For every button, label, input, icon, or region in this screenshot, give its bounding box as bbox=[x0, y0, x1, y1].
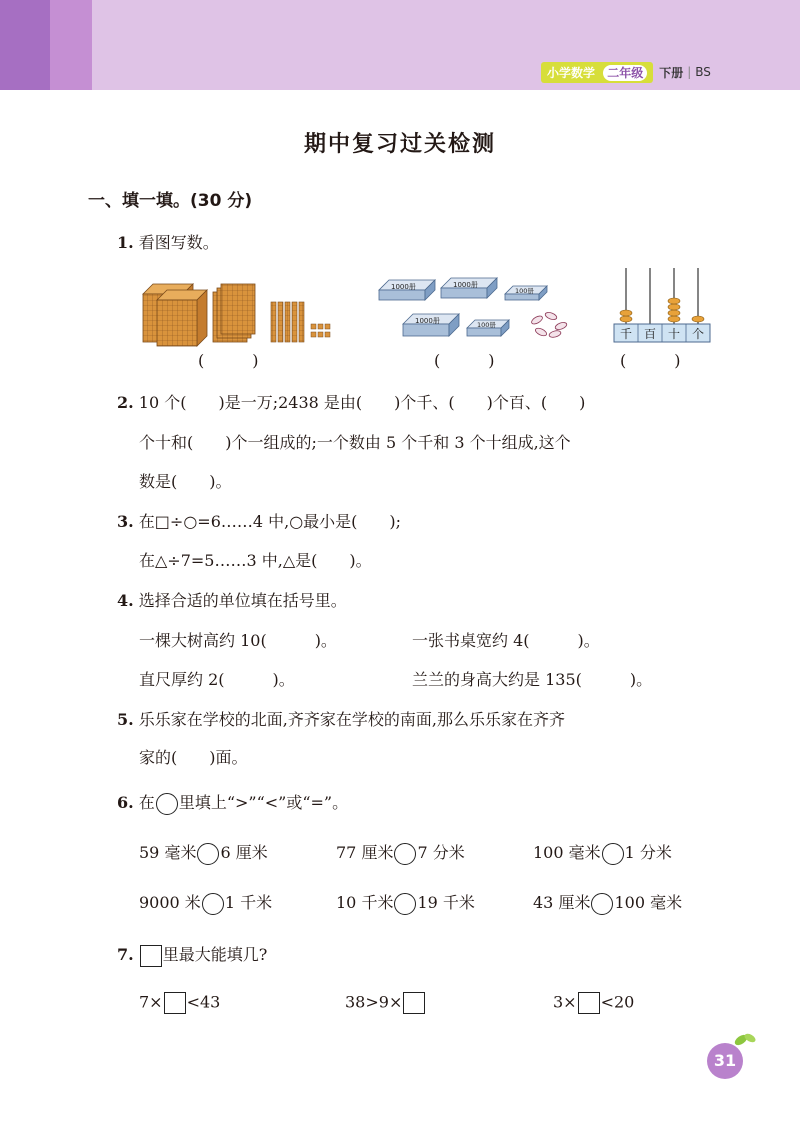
q4-number: 4. bbox=[117, 591, 134, 610]
money-label: 100册 bbox=[477, 321, 496, 329]
money-stack-100 bbox=[467, 320, 509, 336]
q2-line1: 10 个( )是一万;2438 是由( )个千、( )个百、( ) bbox=[138, 393, 586, 412]
q6-item-4 bbox=[139, 890, 272, 915]
q1-blank-2[interactable]: ( ) bbox=[434, 351, 495, 370]
q1-blank-3[interactable]: ( ) bbox=[620, 351, 681, 370]
question-7 bbox=[117, 942, 267, 967]
compare-circle[interactable] bbox=[591, 893, 613, 915]
page-header bbox=[0, 0, 800, 90]
q6-text-pre: 在 bbox=[138, 793, 155, 812]
q6-item-left: 77 厘米 bbox=[336, 843, 394, 862]
q6-item-left: 9000 米 bbox=[139, 893, 201, 912]
q6-number: 6. bbox=[117, 793, 134, 812]
circle-symbol bbox=[156, 793, 178, 815]
ten-rods bbox=[271, 302, 304, 342]
q6-item-left: 100 毫米 bbox=[533, 843, 601, 862]
money-label: 100册 bbox=[515, 287, 534, 295]
question-4 bbox=[117, 588, 347, 611]
header-stripe-dark bbox=[0, 0, 50, 90]
q6-item-right: 1 千米 bbox=[224, 893, 273, 912]
volume-label: 下册 bbox=[659, 65, 684, 80]
q6-text-post: 里填上“>”“<”或“=”。 bbox=[178, 793, 349, 812]
compare-circle[interactable] bbox=[394, 843, 416, 865]
q6-item-right: 6 厘米 bbox=[220, 843, 268, 862]
edition-label: BS bbox=[695, 65, 711, 79]
page-number: 31 bbox=[707, 1043, 743, 1079]
question-6 bbox=[117, 790, 348, 815]
compare-circle[interactable] bbox=[394, 893, 416, 915]
q3-number: 3. bbox=[117, 512, 134, 531]
abacus-label-tens: 十 bbox=[667, 327, 681, 341]
q3-line1: 在□÷○=6……4 中,○最小是( ); bbox=[138, 512, 402, 531]
money-stacks-image bbox=[375, 272, 575, 348]
q2-line3: 数是( )。 bbox=[139, 472, 232, 491]
money-stack-1000 bbox=[441, 278, 497, 298]
q6-item-1 bbox=[139, 840, 268, 865]
q6-item-right: 7 分米 bbox=[417, 843, 465, 862]
compare-circle[interactable] bbox=[202, 893, 224, 915]
abacus-label-ones: 个 bbox=[691, 327, 705, 341]
header-separator: | bbox=[687, 65, 692, 79]
single-notes bbox=[530, 311, 567, 338]
q6-item-right: 100 毫米 bbox=[614, 893, 683, 912]
q7-expression-2 bbox=[345, 992, 426, 1014]
q7-text: 里最大能填几? bbox=[162, 945, 268, 964]
abacus-beads bbox=[620, 298, 704, 322]
money-stack-1000 bbox=[379, 280, 435, 300]
q4-text: 选择合适的单位填在括号里。 bbox=[138, 591, 347, 610]
square-symbol bbox=[140, 945, 162, 967]
question-2-line-1 bbox=[117, 390, 585, 413]
q2-number: 2. bbox=[117, 393, 134, 412]
q5-number: 5. bbox=[117, 710, 134, 729]
money-label: 1000册 bbox=[453, 281, 478, 289]
subject-text: 小学数学 bbox=[547, 65, 596, 80]
q6-item-right: 1 分米 bbox=[624, 843, 672, 862]
grade-badge: 二年级 bbox=[603, 65, 647, 81]
q7-e2-left: 38>9× bbox=[345, 992, 403, 1012]
q7-e1-left: 7× bbox=[139, 992, 163, 1012]
leaf-icon bbox=[733, 1030, 757, 1048]
section-heading: 一、填一填。(30 分) bbox=[88, 191, 253, 211]
question-3-line-1 bbox=[117, 509, 401, 532]
q4-item-d: 兰兰的身高大约是 135( )。 bbox=[412, 670, 653, 689]
question-1 bbox=[117, 230, 219, 253]
q6-item-left: 43 厘米 bbox=[533, 893, 591, 912]
q3-line2: 在△÷7=5……3 中,△是( )。 bbox=[139, 551, 372, 570]
q1-number: 1. bbox=[117, 233, 134, 252]
q2-line2: 个十和( )个一组成的;一个数由 5 个千和 3 个十组成,这个 bbox=[139, 433, 571, 452]
q7-e3-right: <20 bbox=[600, 992, 635, 1012]
answer-box[interactable] bbox=[403, 992, 425, 1014]
q4-item-c: 直尺厚约 2( )。 bbox=[139, 670, 295, 689]
q7-e1-right: <43 bbox=[186, 992, 221, 1012]
money-stack-100 bbox=[505, 286, 547, 300]
money-stack-1000 bbox=[403, 314, 459, 336]
header-stripe-mid bbox=[50, 0, 92, 90]
base-ten-blocks-image bbox=[137, 280, 337, 348]
q5-line1: 乐乐家在学校的北面,齐齐家在学校的南面,那么乐乐家在齐齐 bbox=[138, 710, 565, 729]
q6-item-left: 10 千米 bbox=[336, 893, 394, 912]
q6-item-left: 59 毫米 bbox=[139, 843, 197, 862]
q6-item-5 bbox=[336, 890, 475, 915]
unit-cubes bbox=[311, 324, 330, 337]
q6-item-2 bbox=[336, 840, 465, 865]
abacus-image bbox=[612, 266, 716, 348]
q4-item-a: 一棵大树高约 10( )。 bbox=[139, 631, 337, 650]
answer-box[interactable] bbox=[164, 992, 186, 1014]
q5-line2: 家的( )面。 bbox=[139, 748, 248, 767]
money-label: 1000册 bbox=[415, 317, 440, 325]
q7-e3-left: 3× bbox=[553, 992, 577, 1012]
page-title: 期中复习过关检测 bbox=[303, 132, 496, 157]
q7-expression-3 bbox=[553, 992, 634, 1014]
q1-blank-1[interactable]: ( ) bbox=[198, 351, 259, 370]
abacus-label-hundreds: 百 bbox=[643, 327, 657, 341]
q6-item-right: 19 千米 bbox=[417, 893, 475, 912]
compare-circle[interactable] bbox=[602, 843, 624, 865]
q7-expression-1 bbox=[139, 992, 220, 1014]
q1-text: 看图写数。 bbox=[138, 233, 219, 252]
q6-item-3 bbox=[533, 840, 672, 865]
hundred-flats bbox=[213, 284, 255, 342]
q7-number: 7. bbox=[117, 945, 134, 964]
q6-item-6 bbox=[533, 890, 682, 915]
subject-pill bbox=[541, 62, 653, 83]
compare-circle[interactable] bbox=[197, 843, 219, 865]
abacus-rods bbox=[626, 268, 698, 324]
money-label: 1000册 bbox=[391, 283, 416, 291]
abacus-label-thousands: 千 bbox=[619, 327, 633, 341]
question-5-line-1 bbox=[117, 707, 565, 730]
q4-item-b: 一张书桌宽约 4( )。 bbox=[412, 631, 600, 650]
thousand-cube bbox=[157, 290, 207, 346]
series-label bbox=[541, 62, 711, 82]
answer-box[interactable] bbox=[578, 992, 600, 1014]
